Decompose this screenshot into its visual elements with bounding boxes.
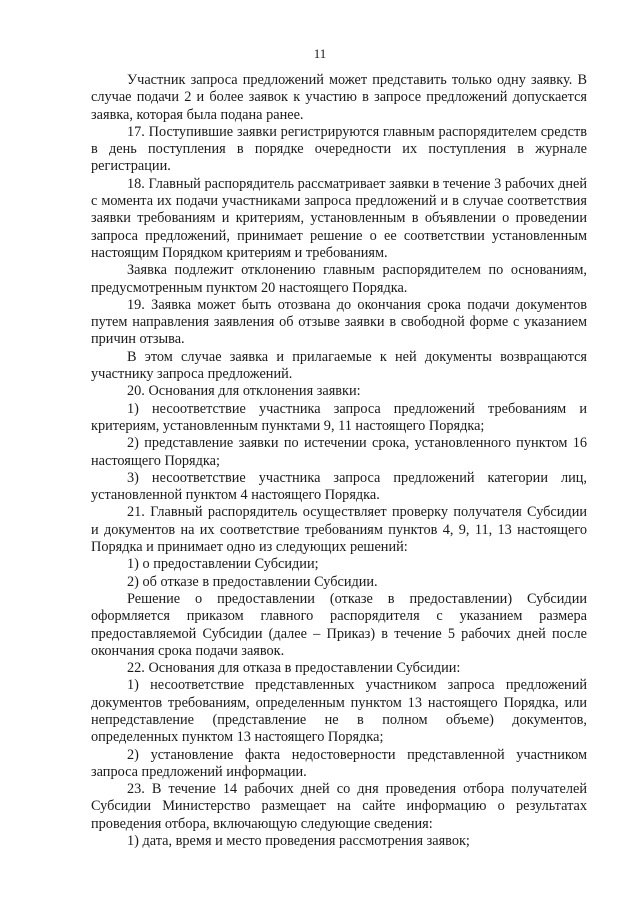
paragraph: 17. Поступившие заявки регистрируются главным распорядителем средств в день поступления в порядке очередности их поступления в журнале регистрации. bbox=[91, 123, 587, 175]
page-number: 11 bbox=[313, 46, 327, 61]
paragraph: 1) несоответствие представленных участником запроса предложений документов требованиям, определенным пунктом 13 настоящего Порядка, или непредставление (представление не в полном объеме) документов, определенных пунктом 13 настоящего Порядка; bbox=[91, 677, 587, 746]
paragraph: В этом случае заявка и прилагаемые к ней документы возвращаются участнику запроса предложений. bbox=[91, 348, 587, 383]
paragraph: 22. Основания для отказа в предоставлении Субсидии: bbox=[127, 660, 461, 677]
paragraph: 3) несоответствие участника запроса предложений категории лиц, установленной пунктом 4 настоящего Порядка. bbox=[91, 469, 587, 504]
paragraph: 18. Главный распорядитель рассматривает заявки в течение 3 рабочих дней с момента их подачи участниками запроса предложений и в случае соответствия заявки требованиям и критериям, установленным в объявлении о проведении запроса предложений, принимает решение о ее соответствии установленным настоящим Порядком критериям и требованиям. bbox=[91, 175, 587, 261]
paragraph: 20. Основания для отклонения заявки: bbox=[127, 383, 361, 400]
paragraph: 2) представление заявки по истечении срока, установленного пунктом 16 настоящего Порядка; bbox=[91, 435, 587, 469]
paragraph: 21. Главный распорядитель осуществляет проверку получателя Субсидии и документов на их соответствие требованиям пунктов 4, 9, 11, 13 настоящего Порядка и принимает одно из следующих решений: bbox=[91, 504, 587, 556]
paragraph: 19. Заявка может быть отозвана до окончания срока подачи документов путем направления заявления об отзыве заявки в свободной форме с указанием причин отзыва. bbox=[91, 296, 587, 348]
paragraph: 1) о предоставлении Субсидии; bbox=[127, 556, 319, 573]
document-body bbox=[91, 72, 587, 850]
paragraph: Решение о предоставлении (отказе в предоставлении) Субсидии оформляется приказом главного распорядителя с указанием размера предоставляемой Субсидии (далее – Приказ) в течение 5 рабочих дней после окончания срока подачи заявок. bbox=[91, 590, 587, 659]
paragraph: Заявка подлежит отклонению главным распорядителем по основаниям, предусмотренным пунктом 20 настоящего Порядка. bbox=[91, 262, 587, 296]
paragraph: Участник запроса предложений может представить только одну заявку. В случае подачи 2 и более заявок к участию в запросе предложений допускается заявка, которая была подана ранее. bbox=[91, 72, 587, 123]
paragraph: 1) дата, время и место проведения рассмотрения заявок; bbox=[127, 833, 470, 850]
paragraph: 2) установление факта недостоверности представленной участником запроса предложений информации. bbox=[91, 746, 587, 780]
paragraph: 2) об отказе в предоставлении Субсидии. bbox=[127, 573, 378, 590]
paragraph: 23. В течение 14 рабочих дней со дня проведения отбора получателей Субсидии Министерство размещает на сайте информацию о результатах проведения отбора, включающую следующие сведения: bbox=[91, 781, 587, 832]
paragraph: 1) несоответствие участника запроса предложений требованиям и критериям, установленным пунктами 9, 11 настоящего Порядка; bbox=[91, 400, 587, 434]
